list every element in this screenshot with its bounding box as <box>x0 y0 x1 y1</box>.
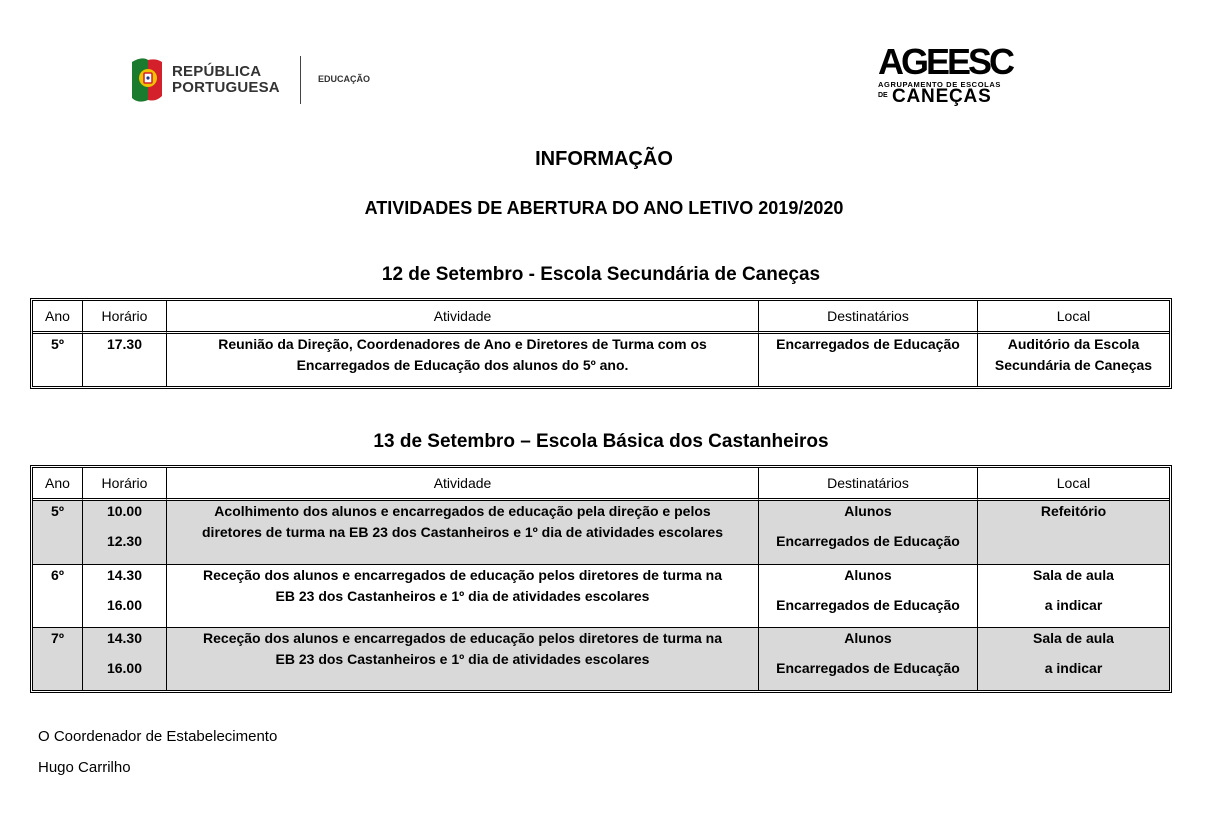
horario-start: 14.30 <box>106 567 143 583</box>
horario-end: 12.30 <box>106 533 143 549</box>
cell-horario: 17.30 <box>83 334 167 386</box>
cell-local <box>978 628 1169 690</box>
local-line: a indicar <box>1044 660 1103 676</box>
atividade-line: Receção dos alunos e encarregados de educação pelos diretores de turma na <box>203 567 722 583</box>
local-line: Sala de aula <box>1033 567 1114 583</box>
gov-logo-line2: PORTUGUESA <box>172 79 280 96</box>
cell-atividade <box>167 565 759 628</box>
destinatario-line: Encarregados de Educação <box>776 660 960 676</box>
table-row <box>33 565 1169 628</box>
atividade-line: Reunião da Direção, Coordenadores de Ano e Diretores de Turma com os <box>218 336 707 352</box>
table-header-row <box>33 468 1169 501</box>
destinatario-line: Alunos <box>844 567 892 583</box>
cell-ano: 5º <box>33 334 83 386</box>
cell-local: Refeitório <box>978 501 1169 565</box>
agrupamento-caneças-logo <box>876 42 1024 106</box>
atividade-line: Acolhimento dos alunos e encarregados de educação pela direção e pelos <box>214 503 711 519</box>
col-header-ano: Ano <box>33 301 83 334</box>
col-header-horario: Horário <box>83 301 167 334</box>
gov-logo-line1: REPÚBLICA <box>172 63 262 80</box>
cell-destinatarios <box>759 565 978 628</box>
col-header-atividade: Atividade <box>167 468 759 501</box>
destinatario-line: Alunos <box>844 503 892 519</box>
republica-portuguesa-logo <box>128 56 371 104</box>
horario-end: 16.00 <box>106 660 143 676</box>
horario-start: 10.00 <box>106 503 143 519</box>
cell-atividade <box>167 501 759 565</box>
page-subtitle: ATIVIDADES DE ABERTURA DO ANO LETIVO 2019/2020 <box>364 198 844 218</box>
atividade-line: EB 23 dos Castanheiros e 1º dia de atividades escolares <box>275 588 650 604</box>
col-header-atividade: Atividade <box>167 301 759 334</box>
local-line: Secundária de Caneças <box>994 357 1153 373</box>
signature-name: Hugo Carrilho <box>38 759 131 776</box>
atividade-line: Receção dos alunos e encarregados de educação pelos diretores de turma na <box>203 630 722 646</box>
col-header-horario: Horário <box>83 468 167 501</box>
page-title: INFORMAÇÃO <box>535 148 673 170</box>
cell-ano: 5º <box>33 501 83 565</box>
col-header-destinatarios: Destinatários <box>759 468 978 501</box>
schedule-table-2 <box>30 465 1172 693</box>
portugal-coat-of-arms-icon <box>128 56 164 104</box>
destinatario-line: Alunos <box>844 630 892 646</box>
horario-end: 16.00 <box>106 597 143 613</box>
table-row <box>33 501 1169 565</box>
schedule-table-1 <box>30 298 1172 389</box>
destinatario-line: Encarregados de Educação <box>776 533 960 549</box>
cell-destinatarios: Encarregados de Educação <box>759 334 978 386</box>
signature-role: O Coordenador de Estabelecimento <box>38 728 278 745</box>
ageesc-logo-mark <box>876 42 1024 82</box>
cell-ano: 6º <box>33 565 83 628</box>
local-line: Auditório da Escola <box>1007 336 1140 352</box>
horario-start: 14.30 <box>106 630 143 646</box>
cell-atividade <box>167 628 759 690</box>
gov-logo-department: EDUCAÇÃO <box>318 74 371 84</box>
table-row <box>33 628 1169 690</box>
cell-atividade <box>167 334 759 386</box>
cell-destinatarios <box>759 501 978 565</box>
col-header-ano: Ano <box>33 468 83 501</box>
ageesc-mark-text: AGEESC <box>878 42 1013 82</box>
atividade-line: diretores de turma na EB 23 dos Castanheiros e 1º dia de atividades escolares <box>202 524 723 540</box>
cell-horario <box>83 501 167 565</box>
atividade-line: Encarregados de Educação dos alunos do 5º ano. <box>296 357 629 373</box>
col-header-local: Local <box>978 301 1169 334</box>
destinatario-line: Encarregados de Educação <box>776 597 960 613</box>
school-logo-de: DE <box>878 92 888 99</box>
cell-local <box>978 565 1169 628</box>
atividade-line: EB 23 dos Castanheiros e 1º dia de atividades escolares <box>275 651 650 667</box>
cell-ano: 7º <box>33 628 83 690</box>
table-header-row <box>33 301 1169 334</box>
section-heading-1: 12 de Setembro - Escola Secundária de Caneças <box>381 264 821 285</box>
local-line: a indicar <box>1044 597 1103 613</box>
cell-horario <box>83 565 167 628</box>
cell-local <box>978 334 1169 386</box>
local-line: Sala de aula <box>1033 630 1114 646</box>
school-logo-name: CANEÇAS <box>892 86 992 107</box>
col-header-local: Local <box>978 468 1169 501</box>
col-header-destinatarios: Destinatários <box>759 301 978 334</box>
cell-destinatarios <box>759 628 978 690</box>
school-logo-subtitle: AGRUPAMENTO DE ESCOLAS <box>878 80 1001 89</box>
logo-divider <box>300 56 301 104</box>
section-heading-2: 13 de Setembro – Escola Básica dos Castanheiros <box>373 431 829 452</box>
cell-horario <box>83 628 167 690</box>
table-row <box>33 334 1169 386</box>
